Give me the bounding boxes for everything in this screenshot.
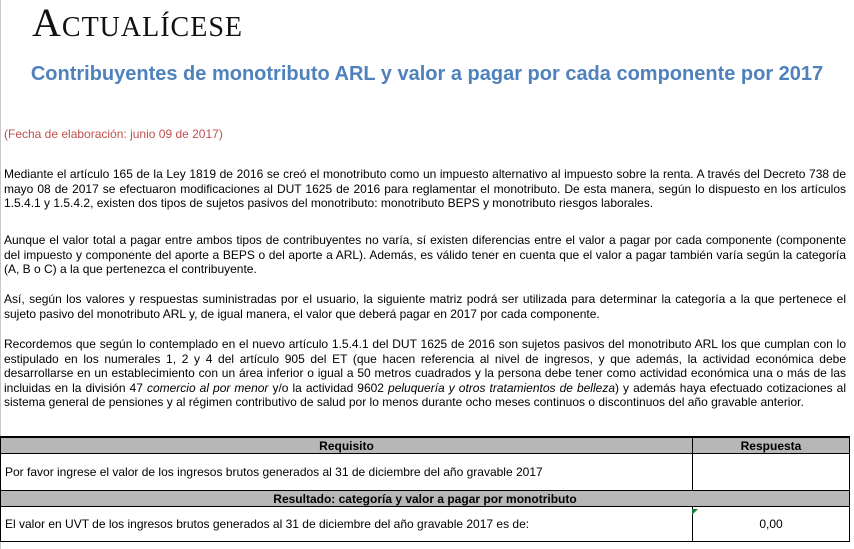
table-header-row	[1, 437, 850, 454]
result-value: 0,00	[693, 507, 850, 542]
req-text-1: Recordemos que según lo contemplado en el nuevo artículo 1.5.4.1 del DUT 1625 de 2016 son sujetos pasivos del monotributo ARL los que cumplan con lo estipulado en los numerales 1, 2 y 4 del artículo 905 del ET (que hacen referencia al nivel de ingresos, y que además, la actividad económica debe desarrollarse en un establecimiento con un área inferior o igual a 50 metros cuadrados y la persona debe tener como actividad económica una o más de las incluidas en la división 47	[4, 337, 846, 395]
table-row-result	[1, 507, 850, 542]
paragraph-requirements	[4, 337, 846, 410]
paragraph-differences: Aunque el valor total a pagar entre ambos tipos de contribuyentes no varía, sí existen diferencias entre el valor a pagar por cada componente (componente del impuesto y componente del aporte a BEPS o del aporte a ARL). Además, es válido tener en cuenta que el valor a pagar también varía según la categoría (A, B o C) a la que pertenezca el contribuyente.	[4, 233, 846, 276]
table-row-input	[1, 454, 850, 491]
req-text-3: ) y además haya efectuado cotizaciones al sistema general de pensiones y al régimen contributivo de salud por lo menos durante ocho meses continuos o discontinuos del año gravable anterior.	[4, 380, 847, 409]
col-respuesta-header: Respuesta	[693, 437, 850, 454]
input-label: Por favor ingrese el valor de los ingresos brutos generados al 31 de diciembre del año gravable 2017	[1, 454, 693, 491]
page-title: Contribuyentes de monotributo ARL y valor a pagar por cada componente por 2017	[30, 63, 824, 85]
result-label: El valor en UVT de los ingresos brutos generados al 31 de diciembre del año gravable 2017 es de:	[1, 507, 693, 542]
req-text-salon: peluquería y otros tratamientos de belleza	[388, 380, 615, 395]
paragraph-intro: Mediante el artículo 165 de la Ley 1819 de 2016 se creó el monotributo como un impuesto alternativo al impuesto sobre la renta. A través del Decreto 738 de mayo 08 de 2017 se efectuaron modificaciones al DUT 1625 de 2016 para reglamentar el monotributo. De esta manera, según lo dispuesto en los artículos 1.5.4.1 y 1.5.4.2, existen dos tipos de sujetos pasivos del monotributo: monotributo BEPS y monotributo riesgos laborales.	[4, 167, 846, 210]
logo: Actualícese	[32, 0, 243, 45]
cell-comment-marker-icon	[692, 509, 698, 515]
result-header-row	[1, 491, 850, 507]
calculation-table	[0, 436, 850, 542]
result-header: Resultado: categoría y valor a pagar por monotributo	[1, 491, 850, 507]
col-requisito-header: Requisito	[1, 437, 693, 454]
paragraph-matrix: Así, según los valores y respuestas suministradas por el usuario, la siguiente matriz podrá ser utilizada para determinar la categoría a la que pertenece el sujeto pasivo del monotributo ARL y, de igual manera, el valor que deberá pagar en 2017 por cada componente.	[4, 292, 846, 321]
date-label: (Fecha de elaboración: junio 09 de 2017)	[4, 127, 223, 141]
ingresos-input-cell[interactable]	[693, 454, 850, 491]
req-text-2: y/o la actividad 9602	[268, 380, 389, 395]
req-text-commerce: comercio al por menor	[146, 380, 269, 395]
